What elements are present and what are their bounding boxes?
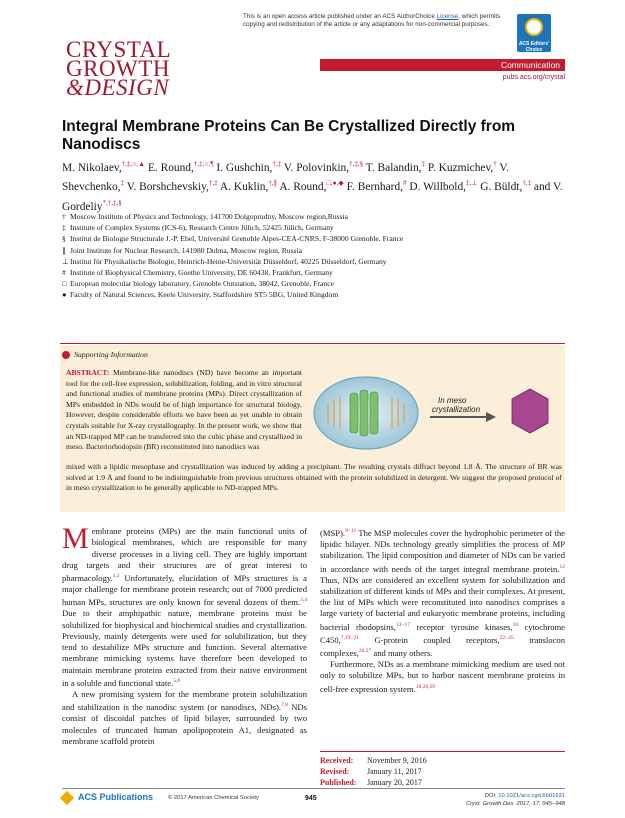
- author-name: and V. Gordeliy: [62, 181, 563, 213]
- drop-cap: M: [62, 522, 89, 555]
- author-affiliation-marks: †,‡: [522, 179, 532, 188]
- supporting-info-link[interactable]: Supporting Information: [62, 350, 148, 359]
- author-affiliation-marks: †,∥: [268, 179, 278, 188]
- acs-hexagon-icon: [60, 791, 74, 805]
- author-list: [62, 157, 572, 215]
- author-name: A. Kuklin,: [219, 181, 269, 194]
- body-column-left: Membrane proteins (MPs) are the main functional units of biological membranes, which are responsible for many diverse processes in a living cell. They are highly important drug targets and their structures are of great interest to pharmacology.$^{1,2}$ Unfortunately, elucidation of MPs structures is a major challenge for membrane protein research; out of 7000 predicted human MPs, structures are only known for several dozens of them.$^{3,4}$ Due to their amphipathic nature, membrane proteins must be solubilized for biophysical and biochemical studies and crystallization. Previously, mainly detergents were used for solubilization, but they tend to destabilize MPs structure and function. Several alternative membrane mimicking systems have therefore been developed to maintain membrane proteins extracted from their native environment in a soluble and functional state.$^{5,6}$ A new promising system for the membrane protein solubilization and stabilization is the nanodisc system (or nanodiscs, NDs).$^{7,8}$ NDs consist of discoidal patches of lipid bilayer, surrounded by two molecules of truncated human apolipoprotein A1, designated as membrane scaffold protein: [62, 522, 307, 746]
- affiliation-item: † Moscow Institute of Physics and Technology, 141700 Dolgoprudny, Moscow region,Russia: [62, 212, 349, 221]
- author-name: I. Gushchin,: [216, 161, 273, 174]
- author-affiliation-marks: ‡: [120, 179, 125, 188]
- section-banner: Communication: [320, 59, 565, 71]
- affiliation-item: ● Faculty of Natural Sciences, Keele University, Staffordshire ST5 5BG, United Kingdom: [62, 290, 339, 300]
- footer-rule: [62, 788, 565, 789]
- author-name: F. Bernhard,: [346, 181, 404, 194]
- author-affiliation-marks: ‡,⊥: [466, 179, 478, 188]
- copyright: © 2017 American Chemical Society: [168, 795, 259, 801]
- article-title: Integral Membrane Proteins Can Be Crystallized Directly from Nanodiscs: [62, 118, 516, 153]
- supporting-info-icon: [62, 351, 70, 359]
- open-access-note: This is an open access article published under an ACS AuthorChoice License, which permits copying and redistribution of the article or any adaptations for non-commercial purposes.: [243, 13, 501, 28]
- article-dates: Received: November 9, 2016 Revised: January 11, 2017 Published: January 20, 2017: [320, 751, 565, 788]
- author-name: M. Nikolaev,: [62, 161, 122, 174]
- author-affiliation-marks: †,‡: [208, 179, 218, 188]
- abstract-graphic: [308, 360, 564, 466]
- author-name: V. Polovinkin,: [283, 161, 350, 174]
- affiliation-item: § Institut de Biologie Structurale J.-P. Ebel, Université Grenoble Alpes-CEA-CNRS, F-38000 Grenoble, France: [62, 234, 404, 244]
- affiliations: [62, 211, 572, 301]
- badge-icon: [525, 18, 543, 36]
- author-name: E. Round,: [147, 161, 194, 174]
- author-affiliation-marks: #: [403, 179, 407, 188]
- journal-logo: CRYSTAL GROWTH &DESIGN: [66, 37, 172, 100]
- affiliation-item: □ European molecular biology laboratory, Grenoble Outstation, 38042, Grenoble, France: [62, 279, 334, 289]
- author-name: D. Willbold,: [409, 181, 466, 194]
- affiliation-item: # Institute of Biophysical Chemistry, Goethe University, DE 60438, Frankfurt, Germany: [62, 268, 333, 278]
- body-column-right: (MSP).$^{9-11}$ The MSP molecules cover the hydrophobic perimeter of the lipidic bilayer. NDs technology greatly simplifies the process of MP stabilization. The lipid composition and diameter of NDs can be varied in accordance with needs of the target integral membrane protein.$^{12}$ Thus, NDs are considered an excellent system for solubilization and stabilization of different kinds of MPs and their complexes. At present, the list of MPs which were reconstituted into nanodiscs comprises a large variety of bacterial and eukaryotic membrane proteins, including bacterial rhodopsins,$^{13-17}$ receptor tyrosine kinases,$^{18}$ cytochrome C450,$^{7,19-21}$ G-protein coupled receptors,$^{22-25}$ translocon complexes,$^{26,27}$ and many others. Furthermore, NDs as a membrane mimicking medium are used not only to solubilize MPs, but to harbor nascent membrane proteins in cell-free expression system.$^{18,28,29}$: [320, 527, 566, 694]
- affiliation-item: ∥ Joint Institute for Nuclear Research, 141980 Dubna, Moscow region, Russia: [62, 245, 302, 255]
- author-affiliation-marks: †,‡,§: [349, 160, 364, 168]
- author-affiliation-marks: †: [493, 160, 497, 168]
- author-name: V. Borshchevskiy,: [126, 181, 209, 194]
- author-name: T. Balandin,: [365, 161, 422, 174]
- author-affiliation-marks: ‡: [421, 160, 426, 168]
- author-name: G. Büldt,: [480, 181, 523, 194]
- affiliation-item: ‡ Institute of Complex Systems (ICS-6), Research Centre Jülich, 52425 Jülich, Germany: [62, 223, 334, 233]
- abstract-rule: [60, 343, 565, 344]
- author-name: A. Round,: [279, 181, 327, 194]
- doi-citation: DOI: 10.1021/acs.cgd.6b01631 Cryst. Growth Des. 2017, 17, 945−948: [465, 793, 565, 807]
- acs-editors-choice-badge[interactable]: ACS Editors' Choice: [517, 14, 551, 52]
- affiliation-item: ⊥Institut für Physikalische Biologie, Heinrich-Heine-Universität Düsseldorf, 40225 Düsseldorf, Germany: [62, 256, 387, 266]
- abstract-text-continued: mixed with a lipidic mesophase and crystallization was induced by adding a precipitant. The resulting crystals diffract beyond 1.8 Å. The structure of BR was solved at 1.9 Å and found to be indistinguishable from previous structures obtained with the protein solubilized in detergent. We suggest the proposed protocol of in meso crystallization to be generally applicable to ND-trapped MPs.: [66, 462, 562, 493]
- license-link[interactable]: License: [436, 13, 459, 20]
- graphic-label-in-meso: In meso: [438, 396, 467, 405]
- author-affiliation-marks: †,‡,○,▲: [121, 160, 146, 168]
- journal-url[interactable]: pubs.acs.org/crystal: [502, 74, 565, 81]
- doi-link[interactable]: 10.1021/acs.cgd.6b01631: [498, 793, 565, 799]
- author-affiliation-marks: †,‡,○,¶: [193, 160, 214, 168]
- acs-publications-logo[interactable]: ACS Publications: [62, 792, 153, 803]
- abstract-text: ABSTRACT: Membrane-like nanodiscs (ND) have become an important tool for the cell-free expression, solubilization, folding, and in vitro structural and functional studies of membrane proteins (MPs). Direct crystallization of MPs embedded in NDs would be of high importance for structural biology. However, despite considerable efforts we have been as yet unable to obtain crystals suitable for X-ray crystallography. In the present work, we show that an ND-trapped MP can be transferred into the cubic phase and crystallized in meso. Bacteriorhodopsin (BR) reconstituted into nanodiscs was: [66, 368, 302, 452]
- crystal-illustration: [512, 389, 548, 433]
- author-name: V. Shevchenko,: [62, 161, 510, 194]
- author-name: P. Kuzmichev,: [427, 161, 494, 174]
- page-number: 945: [305, 795, 317, 802]
- author-affiliation-marks: *,†,‡,§: [102, 198, 122, 207]
- author-affiliation-marks: †,‡: [272, 160, 282, 168]
- graphic-label-crystallization: crystallization: [432, 405, 481, 414]
- author-affiliation-marks: □,●,◆: [326, 179, 344, 188]
